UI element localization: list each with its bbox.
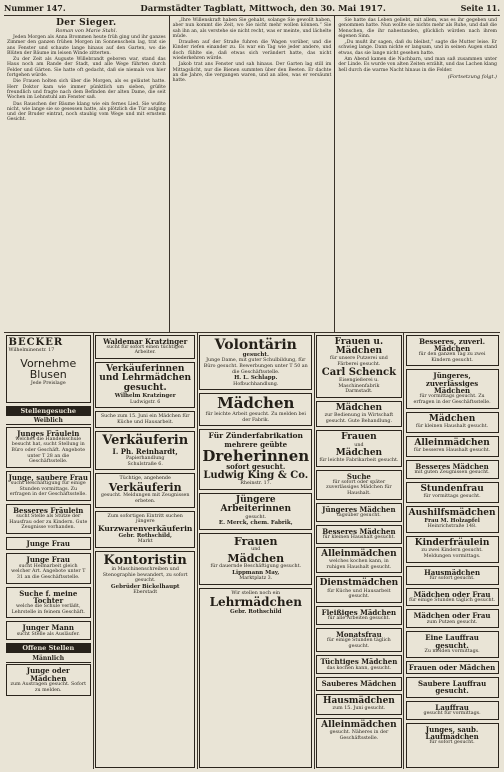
ad-firm: Wilhelm Kratzinger [114, 393, 176, 400]
story-paragraph: Das Rauschen der Bäume klang wie ein fernes Lied. Sie wußte nicht, wie lange sie so gesessen hatte, als plötzlich die Tür aufging und der Bruder eintrat, noch staubig vom Wege und mit ernstem Gesicht. [7, 101, 166, 123]
ad-title: Besseres, zuverl. Mädchen [419, 336, 486, 353]
ad-laufmaedchen [406, 723, 499, 768]
ad-und: und [251, 547, 261, 553]
ads-column-5 [404, 333, 500, 769]
ad-title: Saubere Lauffrau gesucht. [417, 679, 487, 696]
ad-hausmaedchen-5 [406, 566, 499, 585]
ad-title: Junge Frau [26, 539, 70, 549]
ad-sub: Papierhandlung [125, 456, 165, 462]
ad-frauen-oder-maedchen [406, 661, 499, 674]
ad-text: für kleinen Haushalt gesucht. [322, 534, 396, 540]
ad-title-2: Mädchen [335, 447, 383, 458]
ad-title: Kinderfräulein [414, 537, 490, 548]
ad-title: Frauen [233, 534, 278, 548]
ad-text: sucht Beschäftigung für einige Stunden vormittags. Zu erfragen in der Geschäftsstelle. [9, 481, 87, 498]
ad-text: zum Austragen gesucht. Sofort zu melden. [10, 682, 87, 693]
ad-title: Dienstmädchen [319, 578, 399, 589]
ad-title: Verkäuferinnen und Lehrmädchen gesucht. [99, 364, 192, 393]
ad-sub: mehrere geübte [224, 439, 288, 449]
ad-tuechtige-verkaeuferin [95, 473, 195, 507]
ad-text: gesucht. Näheres in der Geschäftsstelle. [329, 730, 389, 741]
ad-frauen-maedchen [199, 533, 312, 585]
classified-ads [4, 333, 500, 769]
ad-text: in Maschinenschreiben und Stenographie bewandert, zu sofort gesucht. [102, 567, 188, 584]
ad-junger-mann [6, 621, 92, 640]
ad-title: Junger Mann [22, 623, 74, 633]
ad-sub: sofort gesucht. [226, 462, 286, 472]
ad-text: welche die Schule verläßt, Lehrstelle in feinem Geschäft. [11, 604, 85, 615]
ad-kueche [95, 411, 195, 428]
page-number: Seite 11. [460, 3, 500, 13]
ad-volontaerin [199, 335, 312, 391]
ad-maedchen-haushalt [406, 412, 499, 433]
ad-alleinmaedchen-5 [406, 436, 499, 457]
story-column-2 [170, 16, 336, 332]
ad-text: sucht Stelle als Stütze der Hausfrau oder zu Kindern. Gute Zeugnisse vorhanden. [9, 514, 88, 531]
ad-title: Junge, saubere Frau [8, 472, 88, 482]
ad-firm: Lippmann May, [232, 569, 280, 576]
ad-title: Jüngeres Mädchen [322, 504, 396, 514]
ad-sauberes-maedchen [316, 677, 402, 690]
ad-title-2: Mädchen [227, 551, 285, 565]
ad-title: Eine Lauffrau gesucht. [425, 633, 479, 650]
story-paragraph: Jeden Morgen als Anna Brommen heute früh ging und ihr ganzes Zimmer den ganzen frühen Morgen im Sonnenschein lag, trat sie ans Fenster und schaute lange hinaus auf den Garten, wo die Blüten der Bäume im leisen Winde zitterten. [7, 35, 166, 56]
ad-blusen-sub: Jede Preislage [30, 380, 66, 386]
ad-title: Lehrmädchen [209, 595, 302, 610]
ad-text: für kleinen Haushalt gesucht. [415, 424, 489, 430]
ad-text: für einige Stunden täglich gesucht. [327, 638, 391, 649]
ad-becker-name: BECKER [8, 336, 64, 348]
ad-text: für leichte Arbeit gesucht. Zu melden bei der Fabrik. [205, 411, 306, 423]
ads-column-1 [4, 333, 94, 769]
ad-reinhardt [95, 431, 195, 470]
ad-title: Tüchtiges Mädchen [320, 657, 398, 667]
ad-title: Besseres Fräulein [13, 505, 84, 515]
story-column-3 [335, 16, 500, 332]
page-header [4, 3, 500, 16]
ad-frauen-fabrik [316, 430, 402, 466]
ad-firm: I. Ph. Reinhardt, [112, 447, 178, 457]
ad-firm: Carl Schenck [321, 366, 396, 378]
ad-title: Frauen oder Mädchen [408, 662, 496, 672]
ad-lauffrau [406, 631, 499, 657]
ad-firm: Ludwig King & Co. [203, 469, 309, 481]
ad-junge-oder-maedchen [6, 664, 92, 696]
ad-junge-frau-2 [6, 537, 92, 550]
ad-title: Kurzwarenverkäuferin [98, 523, 193, 533]
ad-address: Heinrichstraße 148. [427, 524, 477, 530]
section-weiblich: Weiblich [6, 417, 91, 425]
ad-text: für alle Arbeiten gesucht. [327, 616, 391, 622]
ad-text: für vormittags gesucht. [423, 494, 481, 500]
ad-alleinmaedchen [316, 547, 402, 574]
ad-firm: Gebr. Rothschild [230, 608, 282, 615]
ad-lead: Zum sofortigen Eintritt suchen jüngere [107, 513, 183, 525]
section-offene-stellen: Offene Stellen [6, 643, 92, 653]
ad-sub: Hofbuchhandlung. [233, 381, 279, 387]
story-continued: (Fortsetzung folgt.) [447, 73, 498, 80]
ad-title: Mädchen oder Frau [413, 611, 491, 621]
ad-lead: Wir stellen noch ein [231, 590, 281, 596]
ad-besseres-maedchen [316, 525, 402, 544]
story-paragraph: Draußen auf der Straße fuhren die Wagen vorüber, und die Kinder riefen einander zu. Es war ein Tag wie jeder andere, und doch fühlte sie, daß etwas sich verändert hatte, das nicht wiederkehren würde. [172, 40, 332, 62]
ad-text: für den ganzen Tag zu zwei Kindern gesucht. [418, 352, 486, 363]
ad-title: Mädchen [217, 394, 295, 413]
ad-monatsfrau [316, 628, 402, 653]
ad-text: sucht für sofort einen tüchtigen Arbeiter. [106, 344, 184, 356]
ad-kurzwaren [95, 511, 195, 548]
section-maennlich: Männlich [6, 655, 91, 663]
ad-lauffrau-2 [406, 701, 499, 720]
ad-firm: Gebr. Rothschild, [118, 532, 172, 539]
ad-title: Hausmädchen [322, 695, 395, 706]
story-column-1 [4, 16, 170, 332]
ad-text: welches die Handelsschule besucht hat, sucht Stellung in Büro oder Geschäft. Angebote unter T 28 an die Geschäftsstelle. [11, 436, 86, 465]
story-paragraph: Sie hatte das Leben geliebt, mit allem, was es ihr gegeben und genommen hatte. Nun wollte sie nichts mehr als Ruhe, und daß die Menschen, die ihr nahestanden, glücklich würden nach ihrem eigenen Sinn. [338, 18, 498, 39]
story-paragraph: Jakob trat ans Fenster und sah hinaus. Der Garten lag still im Mittagslicht, nur die Bienen summten über den Beeten. Er dachte an die Jahre, die vergangen waren, und an alles, was er versäumt hatte. [172, 62, 332, 84]
ad-address: Schulstraße 6. [127, 461, 163, 467]
ad-title: Suche [346, 471, 371, 481]
ad-title: Frauen [341, 432, 377, 443]
ad-text: für sofort gesucht. [429, 575, 475, 581]
ad-title: Sauberes Mädchen [321, 679, 397, 689]
ad-becker [6, 335, 92, 403]
ad-schenck [316, 335, 402, 398]
ad-title: Besseres Mädchen [322, 526, 396, 536]
ad-title: Volontärin [214, 336, 297, 353]
ad-title: Junge Frau [26, 555, 70, 565]
masthead-line: Darmstädter Tagblatt, Mittwoch, den 30. Mai 1917. [140, 4, 386, 14]
ad-text: für unsere Putzerei und Färberei gesucht. [329, 356, 388, 367]
ad-maedchen-wirtschaft [316, 401, 402, 428]
ad-fleissiges-maedchen [316, 606, 402, 625]
ad-title: Verkäuferin [108, 480, 182, 494]
ad-text: tagsüber gesucht. [336, 513, 381, 518]
ad-tochter [6, 587, 92, 619]
ad-aushilfsmaedchen [406, 506, 499, 533]
ad-sub: Eisengießerei u. Maschinenfabrik [338, 378, 380, 389]
ad-firm: E. Merck, chem. Fabrik, [218, 520, 293, 527]
ad-maedchen [199, 393, 312, 426]
ad-blusen-title: Vornehme Blusen [20, 356, 77, 382]
ad-title: Mädchen [428, 413, 476, 424]
ad-text: zu zwei Kindern gesucht. Meldungen vormittags. [421, 548, 483, 559]
story-paragraph: „Ihre Willenskraft haben Sie gehabt, solange Sie gewollt haben, aber nun kommt die Zeit, wo Sie nicht mehr wollen können.“ Sie sah ihn an, als verstehe sie nicht recht, was er meinte, und lächelte müde. [172, 18, 332, 39]
ad-saubere-lauffrau [406, 677, 499, 698]
ad-text: für leichte Fabrikarbeit gesucht. [319, 457, 399, 463]
ad-title: Besseres Mädchen [415, 461, 489, 471]
ad-suche [316, 470, 402, 500]
ad-address: Rheinstr. 17. [240, 481, 272, 487]
ad-address: Ludwigstr. 6 [130, 399, 161, 405]
ad-title: Fleißiges Mädchen [321, 607, 397, 617]
ad-besseres-5 [406, 460, 499, 479]
ad-title: Jüngere Arbeiterinnen [220, 494, 292, 515]
ad-verkaeuferinnen [95, 362, 195, 408]
ad-title: Dreherinnen [202, 446, 310, 465]
ad-title: Hausmädchen [424, 567, 481, 577]
ad-arbeiterinnen [199, 493, 312, 530]
ad-title: Waldemar Kratzinger [103, 336, 188, 346]
ads-column-4 [315, 333, 405, 769]
ad-kontoristin [95, 551, 195, 768]
ad-juengeres-zuverl [406, 369, 499, 408]
ad-lead: Für Zünderfabrikation [208, 431, 304, 441]
story-title: Der Sieger. [56, 18, 117, 28]
ad-title: Mädchen oder Frau [413, 589, 491, 599]
ad-text: zum Putzen gesucht. [426, 619, 478, 625]
story-section [4, 16, 500, 333]
ad-becker-address: Wilhelminenstr. 17 [8, 348, 55, 353]
ad-lead: Tüchtige, angehende [119, 476, 171, 482]
ad-fraeulein [6, 427, 92, 468]
ad-title: Junges, saub. Laufmädchen [425, 724, 479, 741]
ad-text: für sofort gesucht. [429, 740, 475, 746]
ad-dienstmaedchen [316, 576, 402, 603]
ad-junge-frau-3 [6, 553, 92, 583]
ad-title: Verkäuferin [102, 433, 189, 449]
ad-text: welches kochen kann, in ruhigen Haushalt gesucht. [326, 558, 392, 570]
story-paragraph: Am Abend kamen die Nachbarn, und man saß zusammen unter der Linde. Es wurde von alten Zeiten erzählt, und das Lachen klang hell durch die warme Nacht hinaus in die Felder. [338, 57, 498, 73]
ad-kinderfraeulein [406, 536, 499, 563]
ad-firm: Frau M. Holzapfel [424, 518, 480, 525]
ad-text: Zu melden vormittags. [424, 649, 480, 655]
ad-address: Darmstadt. [345, 389, 373, 395]
ad-maedchen-oder-frau-2 [406, 609, 499, 628]
ad-sub: gesucht. [242, 352, 269, 359]
ad-text: Junge Dame, mit guter Schulbildung, für Büro gesucht. Bewerbungen unter T 50 an die Geschäftsstelle. [203, 358, 308, 375]
story-paragraph: Die Frauen holten sich über die Morgen, als es geläutet hatte. Herr Doktor kam wie immer pünktlich um sieben, grüßte freundlich und fragte nach dem Befinden der alten Dame, die seit Wochen im Lehnstuhl am Fenster saß. [7, 79, 166, 101]
ad-title: Lauffrau [435, 702, 469, 712]
ad-title: Alleinmädchen [414, 437, 490, 448]
ad-juengeres-maedchen [316, 503, 402, 522]
ad-text: für Küche und Hausarbeit gesucht. [327, 588, 391, 600]
ad-title: Alleinmädchen [321, 719, 397, 730]
ad-address: Eberstadt [133, 590, 158, 596]
ad-text: sucht Heimarbeit gleich welcher Art. Angebote unter T 31 an die Geschäftsstelle. [11, 563, 86, 580]
ad-besseres-fraeulein [6, 504, 92, 534]
ad-firm: H. L. Schlapp. [234, 375, 278, 382]
ad-maedchen-oder-frau [406, 588, 499, 607]
ads-column-2 [94, 333, 198, 769]
ad-und: und [354, 442, 364, 448]
story-paragraph: „Du mußt ihr sagen, daß du bleibst,“ sagte die Mutter leise. Er schwieg lange. Dann nickte er langsam, und in seinen Augen stand etwas, das sie lange nicht gesehen hatte. [338, 40, 498, 56]
ad-kratzinger [95, 335, 195, 360]
ad-lehrmaedchen [199, 588, 312, 768]
ad-besseres-zuverl [406, 335, 499, 367]
ad-dreherinnen [199, 429, 312, 490]
issue-number: Nummer 147. [4, 3, 66, 13]
ad-text: zur Bedienung in Wirtschaft gesucht. Gute Behandlung. [324, 413, 394, 424]
ad-text: für dauernde Beschäftigung gesucht. [210, 564, 302, 570]
ad-text: für besseren Haushalt gesucht. [413, 448, 491, 454]
ad-title: Suche f. meine Tochter [19, 588, 78, 605]
ad-sub: gesucht. [245, 514, 267, 520]
ad-address: Marktplatz 3. [239, 576, 273, 582]
ad-hausmaedchen [316, 694, 402, 715]
ad-title: Aushilfsmädchen [408, 507, 496, 518]
ads-column-3 [198, 333, 315, 769]
ad-text: für vormittags gesucht. Zu erfragen in der Geschäftsstelle. [413, 394, 491, 405]
ad-text: für einige Stunden täglich gesucht. [409, 597, 496, 603]
ad-junge-frau [6, 471, 92, 501]
ad-title: Mädchen [335, 402, 383, 413]
ad-tuechtiges-maedchen [316, 655, 402, 674]
ad-text: mit guten Zeugnissen gesucht. [414, 470, 490, 475]
ad-title: Frauen u. Mädchen [334, 336, 384, 356]
ad-alleinmaedchen-2 [316, 718, 402, 768]
ad-title: Alleinmädchen [321, 548, 397, 559]
ad-firm: Gebrüder Bickelhaupt [110, 583, 180, 590]
ad-address: Markt [137, 538, 153, 544]
ad-title: Stundenfrau [420, 483, 484, 494]
ad-title: Monatsfrau [336, 629, 382, 639]
section-stellengesuche: Stellengesuche [6, 406, 92, 416]
ad-text: zum 15. Juni gesucht. [332, 705, 386, 711]
story-byline: Roman von Marie Stahl. [55, 28, 118, 34]
ad-text: für sofort oder später zuverlässiges Mädchen für Haushalt. [326, 479, 392, 497]
ad-text: das kochen kann, gesucht. [326, 665, 392, 671]
ad-stundenfrau [406, 482, 499, 503]
ad-text: gesucht. Meldungen mit Zeugnissen erbeten. [100, 493, 190, 504]
ad-text: Suche zum 15. Juni ein Mädchen für Küche und Hausarbeit. [100, 414, 190, 425]
ad-title: Junges Fräulein [17, 428, 80, 438]
ad-title: Kontoristin [103, 552, 187, 568]
story-paragraph: Zu der Zeit als Auguste Willebrandt geboren war, stand das Haus noch am Rande der Stadt, und alle Wege führten durch Felder und Gärten. Sie hatte oft gedacht, daß sie niemals von hier fortgehen würde. [7, 57, 166, 79]
ad-text: sucht Stelle als Ausläufer. [16, 631, 80, 637]
ad-text: gesucht für vormittags. [423, 711, 481, 717]
ad-title: Junge oder Mädchen [26, 666, 70, 683]
ad-title: Jüngeres, zuverlässiges Mädchen [425, 371, 479, 396]
